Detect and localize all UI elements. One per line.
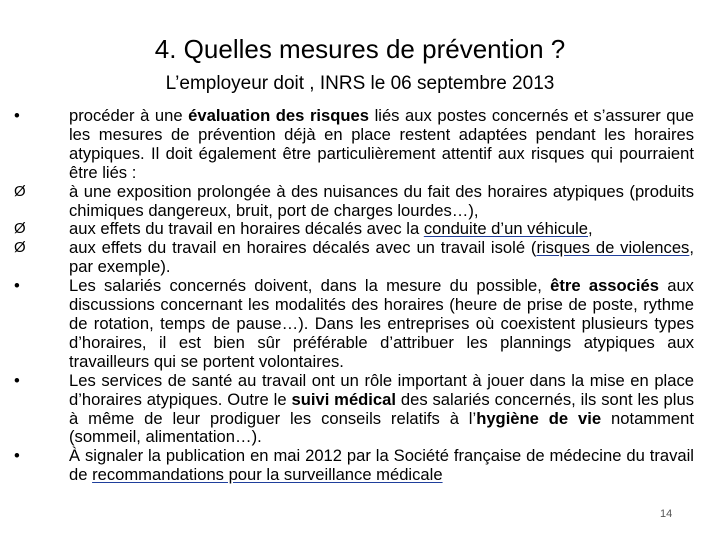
item-bold: être associés [550, 276, 659, 296]
arrow-item-vehicule [14, 220, 694, 239]
bullet-icon: • [14, 370, 20, 390]
item-text: aux effets du travail en horaires décalés avec la [69, 219, 424, 239]
slide-title: 4. Quelles mesures de prévention ? [154, 34, 566, 64]
item-text: liés aux postes concernés et s’assurer que les mesures de prévention déjà en place restent adaptées pendant les horaires atypiques. Il doit également être particulièrement attentif aux risques qui pourraient être liés : [69, 106, 694, 182]
arrow-bullet-icon: Ø [14, 182, 26, 200]
link-recommandations[interactable]: recommandations pour la surveillance médicale [92, 465, 443, 485]
bullet-item-evaluation [14, 107, 694, 183]
item-text: aux discussions concernant les modalités des horaires (heure de prise de poste, rythme de rotation, temps de pause…). Dans les entreprises où coexistent plusieurs types d’horaires, il est bien sûr préférable d’attribuer les plannings atypiques aux travailleurs qui se portent volontaires. [69, 276, 694, 371]
item-text: , par exemple). [69, 238, 694, 277]
bullet-icon: • [14, 106, 20, 125]
bullet-list [14, 107, 694, 485]
item-bold: hygiène de vie [476, 408, 602, 428]
bullet-item-publication [14, 447, 694, 485]
item-bold: évaluation des risques [188, 106, 369, 125]
arrow-item-travail-isole [14, 239, 694, 277]
bullet-icon: • [14, 276, 20, 296]
bullet-item-salaries [14, 277, 694, 372]
item-text: , [588, 219, 593, 239]
link-risques-violences[interactable]: risques de violences [536, 238, 690, 258]
item-text: procéder à une [69, 106, 189, 125]
bullet-item-services-sante [14, 372, 694, 448]
item-text: À signaler la publication en mai 2012 par la Société française de médecine du travail de [69, 446, 694, 485]
link-conduite-vehicule[interactable]: conduite d’un véhicule [423, 219, 589, 239]
item-text: des salariés concernés, ils sont les plus à même de leur prodiguer les conseils relatifs à l’ [69, 389, 694, 428]
arrow-bullet-icon: Ø [14, 239, 26, 257]
item-text: notamment (sommeil, alimentation…). [69, 408, 695, 447]
item-text: Les salariés concernés doivent, dans la mesure du possible, [69, 276, 551, 296]
slide-subtitle: L’employeur doit , INRS le 06 septembre 2013 [165, 73, 555, 94]
item-bold: suivi médical [291, 389, 396, 409]
bullet-icon: • [14, 446, 20, 466]
arrow-item-exposition [14, 183, 694, 221]
item-text: aux effets du travail en horaires décalés avec un travail isolé ( [69, 238, 537, 258]
arrow-bullet-icon: Ø [14, 220, 26, 238]
item-text: à une exposition prolongée à des nuisances du fait des horaires atypiques (produits chimiques dangereux, bruit, port de charges lourdes…), [69, 181, 694, 220]
item-text: Les services de santé au travail ont un rôle important à jouer dans la mise en place d’horaires atypiques. Outre le [69, 370, 694, 409]
page-number: 14 [660, 508, 673, 520]
